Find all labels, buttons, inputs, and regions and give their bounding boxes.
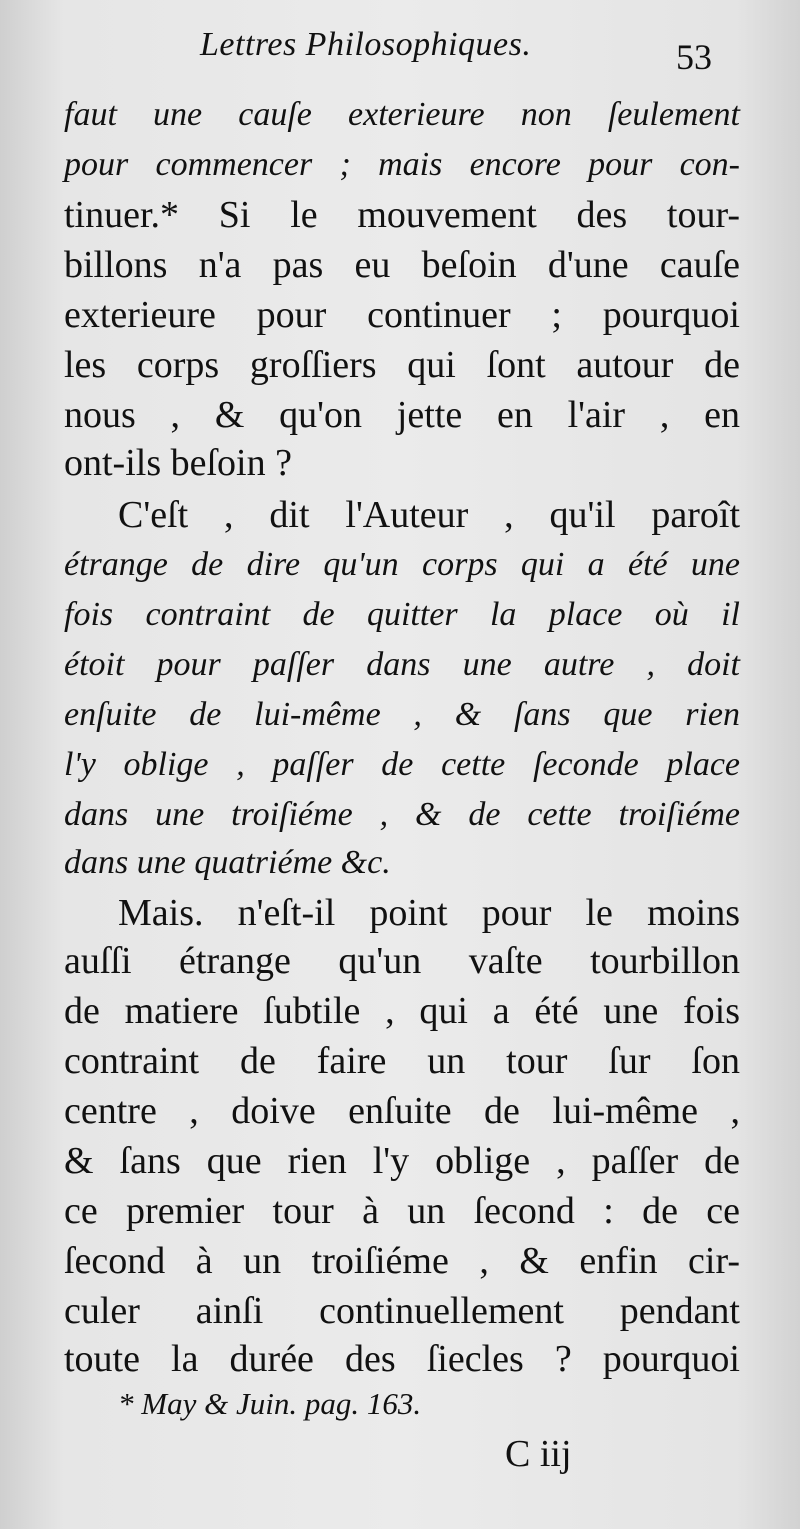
- text-line: les corps groſſiers qui ſont autour de: [64, 344, 740, 386]
- page-header: [200, 26, 720, 76]
- text-line: ſecond à un troiſiéme , & enfin cir-: [64, 1240, 740, 1282]
- text-line: dans une quatriéme &c.: [64, 844, 391, 881]
- text-line: toute la durée des ſiecles ? pourquoi: [64, 1338, 740, 1380]
- text-line: exterieure pour continuer ; pourquoi: [64, 294, 740, 336]
- text-line: de matiere ſubtile , qui a été une fois: [64, 990, 740, 1032]
- text-line: auſſi étrange qu'un vaſte tourbillon: [64, 940, 740, 982]
- text-line: étrange de dire qu'un corps qui a été une: [64, 546, 740, 583]
- text-line: enſuite de lui-même , & ſans que rien: [64, 696, 740, 733]
- footnote: * May & Juin. pag. 163.: [118, 1386, 422, 1421]
- text-line: étoit pour paſſer dans une autre , doit: [64, 646, 740, 683]
- text-line: Mais. n'eſt-il point pour le moins: [118, 892, 740, 934]
- text-line: l'y oblige , paſſer de cette ſeconde place: [64, 746, 740, 783]
- text-line: & ſans que rien l'y oblige , paſſer de: [64, 1140, 740, 1182]
- signature-mark: C iij: [505, 1433, 572, 1475]
- text-line: dans une troiſiéme , & de cette troiſiéme: [64, 796, 740, 833]
- running-title: Lettres Philosophiques.: [200, 26, 532, 63]
- text-line: contraint de faire un tour ſur ſon: [64, 1040, 740, 1082]
- text-line: culer ainſi continuellement pendant: [64, 1290, 740, 1332]
- text-line: pour commencer ; mais encore pour con-: [64, 146, 740, 183]
- page-number: 53: [676, 37, 712, 77]
- text-line: ce premier tour à un ſecond : de ce: [64, 1190, 740, 1232]
- text-line: faut une cauſe exterieure non ſeulement: [64, 96, 740, 133]
- text-line: fois contraint de quitter la place où il: [64, 596, 740, 633]
- text-line: centre , doive enſuite de lui-même ,: [64, 1090, 740, 1132]
- text-line: nous , & qu'on jette en l'air , en: [64, 394, 740, 436]
- text-line: tinuer.* Si le mouvement des tour-: [64, 194, 740, 236]
- text-line: ont-ils beſoin ?: [64, 442, 292, 484]
- text-line: billons n'a pas eu beſoin d'une cauſe: [64, 244, 740, 286]
- text-line: C'eſt , dit l'Auteur , qu'il paroît: [118, 494, 740, 536]
